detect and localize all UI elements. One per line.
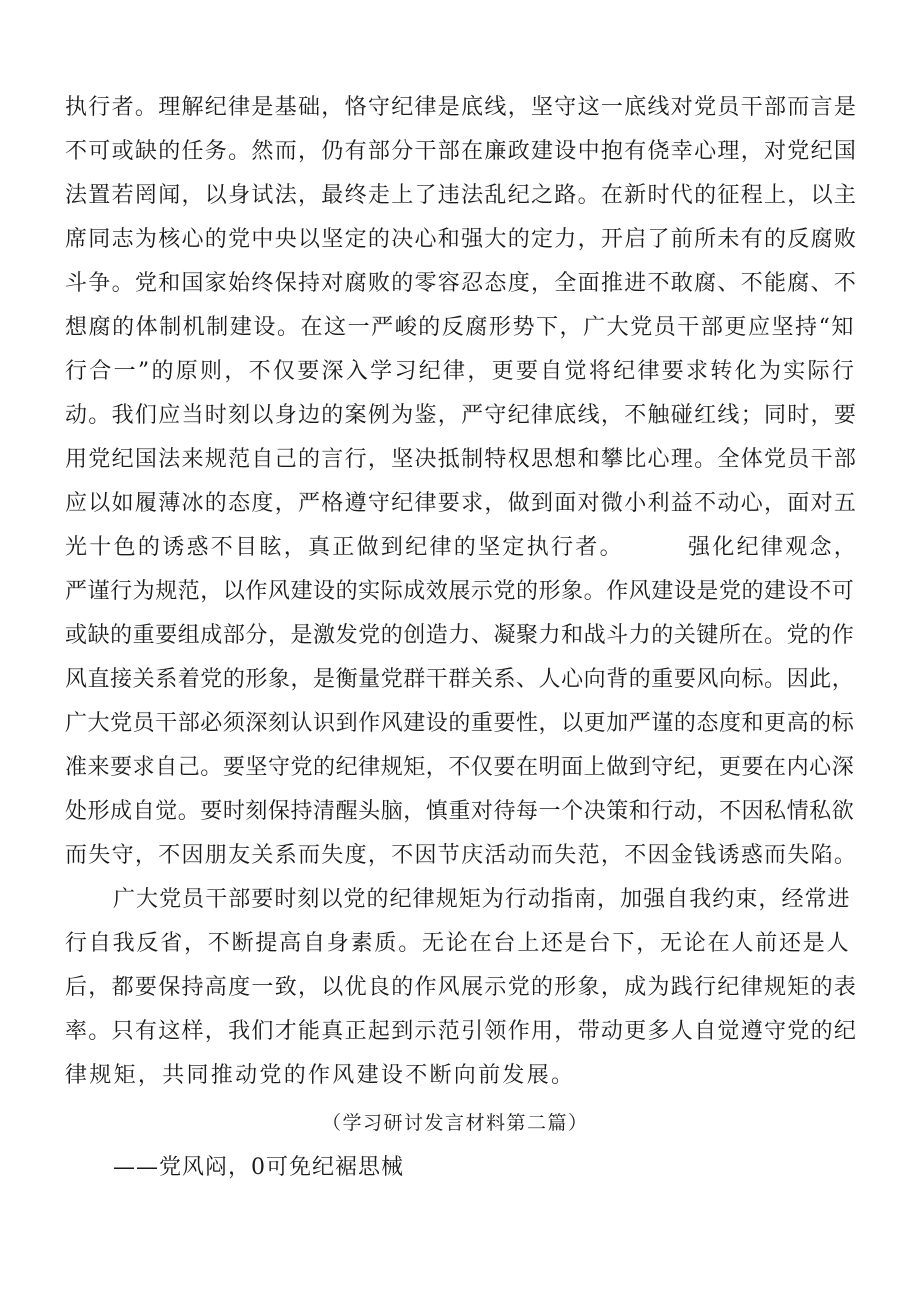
text-line: 席同志为核心的党中央以坚定的决心和强大的定力，开启了前所未有的反腐败 (65, 227, 858, 252)
section-heading: （学习研讨发言材料第二篇） (322, 1112, 589, 1134)
text-line: 法置若罔闻，以身试法，最终走上了违法乱纪之路。在新时代的征程上，以主 (65, 183, 858, 208)
text-line: 处形成自觉。要时刻保持清醒头脑，慎重对待每一个决策和行动，不因私情私欲 (65, 799, 855, 824)
text-line: 不可或缺的任务。然而，仍有部分干部在廉政建设中抱有侥幸心理，对党纪国 (65, 139, 858, 164)
subtitle: ——党风闷，0可免纪裾思械 (113, 1155, 404, 1180)
text-line: 想腐的体制机制建设。在这一严峻的反腐形势下，广大党员干部更应坚持“知 (65, 315, 855, 340)
text-line: 风直接关系着党的形象，是衡量党群干群关系、人心向背的重要风向标。因此， (65, 667, 855, 692)
text-line: 用党纪国法来规范自己的言行，坚决抵制特权思想和攀比心理。全体党员干部 (65, 447, 858, 472)
text-line: 光十色的诱惑不目眩，真正做到纪律的坚定执行者。 (65, 535, 624, 560)
text-line: 严谨行为规范，以作风建设的实际成效展示党的形象。作风建设是党的建设不可 (65, 579, 855, 604)
text-line: 广大党员干部必须深刻认识到作风建设的重要性，以更加严谨的态度和更高的标 (65, 711, 855, 736)
text-line: 行自我反省，不断提高自身素质。无论在台上还是台下，无论在人前还是人 (65, 931, 851, 956)
text-line: 准来要求自己。要坚守党的纪律规矩，不仅要在明面上做到守纪，更要在内心深 (65, 755, 855, 780)
text-line: 强化纪律观念， (688, 535, 859, 560)
text-line: 执行者。理解纪律是基础，恪守纪律是底线，坚守这一底线对党员干部而言是 (65, 95, 858, 120)
text-line: 而失守，不因朋友关系而失度，不因节庆活动而失范，不因金钱诱惑而失陷。 (65, 843, 858, 868)
text-line: 率。只有这样，我们才能真正起到示范引领作用，带动更多人自觉遵守党的纪 (65, 1019, 858, 1044)
text-line: 动。我们应当时刻以身边的案例为鉴，严守纪律底线，不触碰红线；同时，要 (65, 403, 858, 428)
text-line: 或缺的重要组成部分，是激发党的创造力、凝聚力和战斗力的关键所在。党的作 (65, 623, 855, 648)
text-line: 行合一”的原则，不仅要深入学习纪律，更要自觉将纪律要求转化为实际行 (65, 359, 857, 384)
text-line: 广大党员干部要时刻以党的纪律规矩为行动指南，加强自我约束，经常进 (113, 887, 851, 912)
text-line: 斗争。党和国家始终保持对腐败的零容忍态度，全面推进不敢腐、不能腐、不 (65, 271, 858, 296)
text-line: 后，都要保持高度一致，以优良的作风展示党的形象，成为践行纪律规矩的表 (65, 975, 858, 1000)
text-line: 应以如履薄冰的态度，严格遵守纪律要求，做到面对微小利益不动心，面对五 (65, 491, 858, 516)
text-line: 律规矩，共同推动党的作风建设不断向前发展。 (65, 1063, 576, 1088)
